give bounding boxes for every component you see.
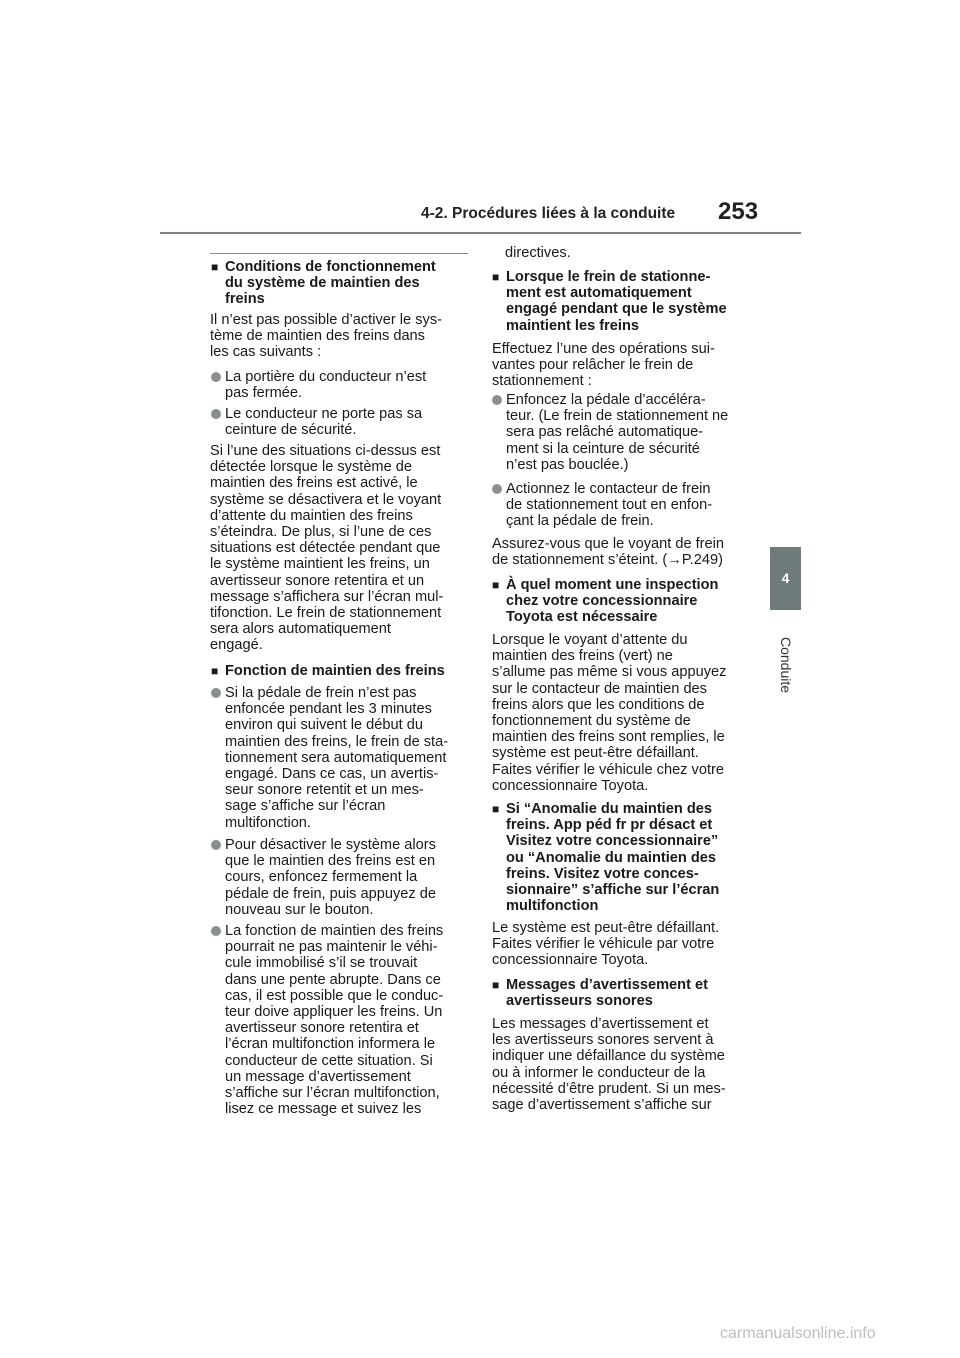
heading-anomalie [492,801,761,915]
header-rule [160,232,801,234]
square-bullet-icon: ■ [492,978,500,992]
paragraph: Le système est peut-être défaillant. Faites vérifier le véhicule par votre concessionnaire Toyota. [492,920,720,969]
heading-text: À quel moment une inspection chez votre concessionnaire Toyota est nécessaire [506,577,719,626]
square-bullet-icon: ■ [492,270,500,284]
bullet-dot-icon [211,926,221,936]
heading-messages [492,977,761,1010]
heading-conditions [211,259,485,308]
paragraph: Il n’est pas possible d’activer le sys- tème de maintien des freins dans les cas suivants : [210,312,442,361]
heading-text: Messages d’avertissement et avertisseurs sonores [506,977,708,1010]
bullet-text: La portière du conducteur n’est pas fermée. [225,369,427,402]
bullet-text: Pour désactiver le système alors que le maintien des freins est en cours, enfoncez fermement la pédale de frein, puis appuyez de nouveau sur le bouton. [225,837,436,918]
paragraph: Effectuez l’une des opérations sui- vantes pour relâcher le frein de stationnement : [492,341,715,390]
bullet-text: Enfoncez la pédale d’accéléra- teur. (Le frein de stationnement ne sera pas relâché automatique- ment si la ceinture de sécurité n’est pas bouclée.) [506,392,729,473]
square-bullet-icon: ■ [492,578,500,592]
square-bullet-icon: ■ [211,260,219,274]
bullet-item [506,392,761,473]
bullet-text: Si la pédale de frein n’est pas enfoncée pendant les 3 minutes environ qui suivent le début du maintien des freins, le frein de sta- tionnement sera automatiquement engagé. Dans ce cas, un avertis- seur sonore retentit et un mes- sage s’affiche sur l’écran multifonction. [225,685,449,831]
bullet-text: Actionnez le contacteur de frein de stationnement tout en enfon- çant la pédale de frein. [506,481,713,530]
bullet-item [225,837,485,918]
square-bullet-icon: ■ [211,664,219,678]
bullet-dot-icon [211,409,221,419]
bullet-dot-icon [211,688,221,698]
bullet-dot-icon [211,372,221,382]
bullet-text: La fonction de maintien des freins pourrait ne pas maintenir le véhi- cule immobilisé s’il se trouvait dans une pente abrupte. Dans ce cas, il est possible que le conduc- teur doive appliquer les freins. Un avertisseur sonore retentira et l’écran multifonction informera le conducteur de cette situation. Si un message d’avertissement s’affiche sur l’écran multifonction, lisez ce message et suivez les [225,923,444,1118]
bullet-item [225,369,485,401]
paragraph: Si l’une des situations ci-dessus est détectée lorsque le système de maintien des freins est activé, le système se désactivera et le voyant d’attente du maintien des freins s’éteindra. De plus, si l’une de ces situations est détectée pendant que le système maintient les freins, un avertisseur sonore retentira et un message s’affichera sur l’écran mul- tifonction. Le frein de stationnement sera alors automatiquement engagé. [210,443,444,654]
bullet-dot-icon [492,484,502,494]
square-bullet-icon: ■ [492,802,500,816]
bullet-item [506,481,761,530]
paragraph: Les messages d’avertissement et les avertisseurs sonores servent à indiquer une défaillance du système ou à informer le conducteur de la nécessité d’être prudent. Si un mes- sage d’avertissement s’affiche sur [492,1016,726,1114]
bullet-item [225,923,485,1117]
watermark: carmanualsonline.info [720,1325,876,1342]
chapter-tab: 4 [770,547,801,610]
paragraph-continued: directives. [505,245,571,261]
bullet-text: Le conducteur ne porte pas sa ceinture de sécurité. [225,406,423,439]
heading-text: Lorsque le frein de stationne- ment est automatiquement engagé pendant que le système maintient les freins [506,269,727,334]
heading-inspection [492,577,761,626]
bullet-item [225,406,485,438]
bullet-dot-icon [492,395,502,405]
heading-maintien [211,663,485,679]
thin-rule [210,253,468,254]
page-number: 253 [718,198,759,225]
heading-text: Conditions de fonctionnement du système de maintien des freins [225,259,436,308]
paragraph: Lorsque le voyant d’attente du maintien des freins (vert) ne s’allume pas même si vous appuyez sur le contacteur de maintien des freins alors que les conditions de fonctionnement du système de maintien des freins sont remplies, le système est peut-être défaillant. Faites vérifier le véhicule chez votre concessionnaire Toyota. [492,632,727,794]
bullet-dot-icon [211,840,221,850]
bullet-item [225,685,485,831]
chapter-label-text: Conduite [777,636,794,694]
chapter-label [770,620,801,710]
heading-text: Fonction de maintien des freins [225,663,445,679]
header-section-title: 4-2. Procédures liées à la conduite [421,205,676,222]
heading-text: Si “Anomalie du maintien des freins. App péd fr pr désact et Visitez votre concessionnaire” ou “Anomalie du maintien des freins. Visitez votre conces- sionnaire” s’affiche sur l’écran multifonction [506,801,720,915]
paragraph: Assurez-vous que le voyant de frein de stationnement s’éteint. (→P.249) [492,536,725,569]
heading-frein-stationnement [492,269,761,334]
